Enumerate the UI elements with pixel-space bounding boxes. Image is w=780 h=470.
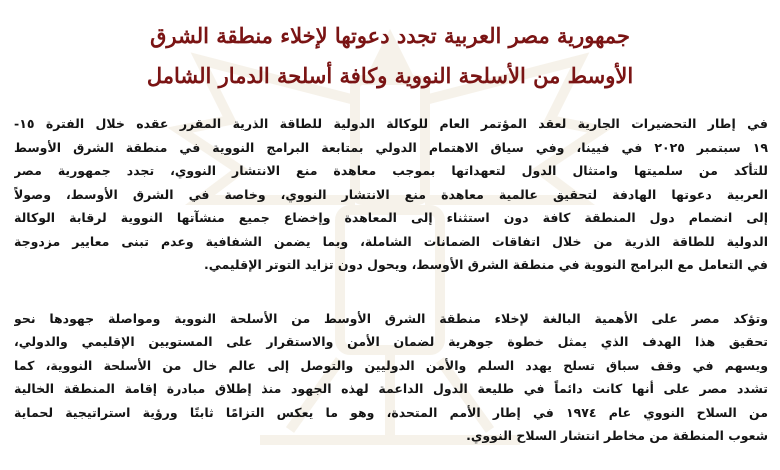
text-line: ١٩ سبتمبر ٢٠٢٥ في فيينا، وفي سياق الاهتمام الدولي بمتابعة البرامج النووية في منطقة الشرق الأوسط: [14, 139, 768, 155]
paragraph-1: [14, 112, 768, 277]
text-line: إلى انضمام دول المنطقة كافة دون استثناء إلى المعاهدة وإخضاع جميع منشآتها النووية لرقابة الوكالة: [14, 210, 768, 225]
text-line: من السلاح النووي عام ١٩٧٤ في إطار الأمم المتحدة، وهو ما يعكس التزامًا ثابتًا ورؤية استراتيجية لحماية: [14, 404, 768, 420]
text-line: ويسهم في وقف سباق تسلح يهدد السلم والأمن الدوليين والتوصل إلى عالم خال من الأسلحة النووية، كما: [14, 357, 768, 373]
text-line: وتؤكد مصر على الأهمية البالغة لإخلاء منطقة الشرق الأوسط من الأسلحة النووية ومواصلة جهودها نحو: [14, 310, 768, 326]
text-line: تحقيق هذا الهدف الذي يمثل خطوة جوهرية لضمان الأمن والاستقرار على المستويين الإقليمي والدولي،: [14, 334, 768, 349]
paragraph-2: [14, 307, 768, 448]
text-line: شعوب المنطقة من مخاطر انتشار السلاح النووي.: [466, 428, 768, 443]
article-body: [14, 112, 768, 448]
article-title: [60, 16, 720, 96]
text-line: تشدد مصر على أنها كانت دائماً في طليعة الدول الداعمة لهذه الجهود منذ إطلاق مبادرة إقامة المنطقة الخالية: [14, 381, 768, 396]
text-line: الدولية للطاقة الذرية من خلال اتفاقات الضمانات الشاملة، وبما يضمن الشفافية وعدم تبنى معايير مزدوجة: [14, 233, 768, 249]
title-line: جمهورية مصر العربية تجدد دعوتها لإخلاء منطقة الشرق: [150, 23, 630, 49]
title-line: الأوسط من الأسلحة النووية وكافة أسلحة الدمار الشامل: [146, 63, 634, 89]
text-line: للتأكد من سلميتها وامتثال الدول لتعهداتها بموجب معاهدة منع الانتشار النووي، تجدد جمهورية مصر: [14, 163, 768, 178]
text-line: في التعامل مع البرامج النووية في منطقة الشرق الأوسط، ويحول دون تزايد التوتر الإقليمي.: [204, 257, 768, 272]
text-line: العربية دعوتها الهادفة لتحقيق عالمية معاهدة منع الانتشار النووي، وخاصة في الشرق الأوسط، وصولاً: [14, 186, 768, 202]
text-line: في إطار التحضيرات الجارية لعقد المؤتمر العام للوكالة الدولية للطاقة الذرية المقرر عقده خلال الفترة ١٥-: [14, 116, 768, 131]
